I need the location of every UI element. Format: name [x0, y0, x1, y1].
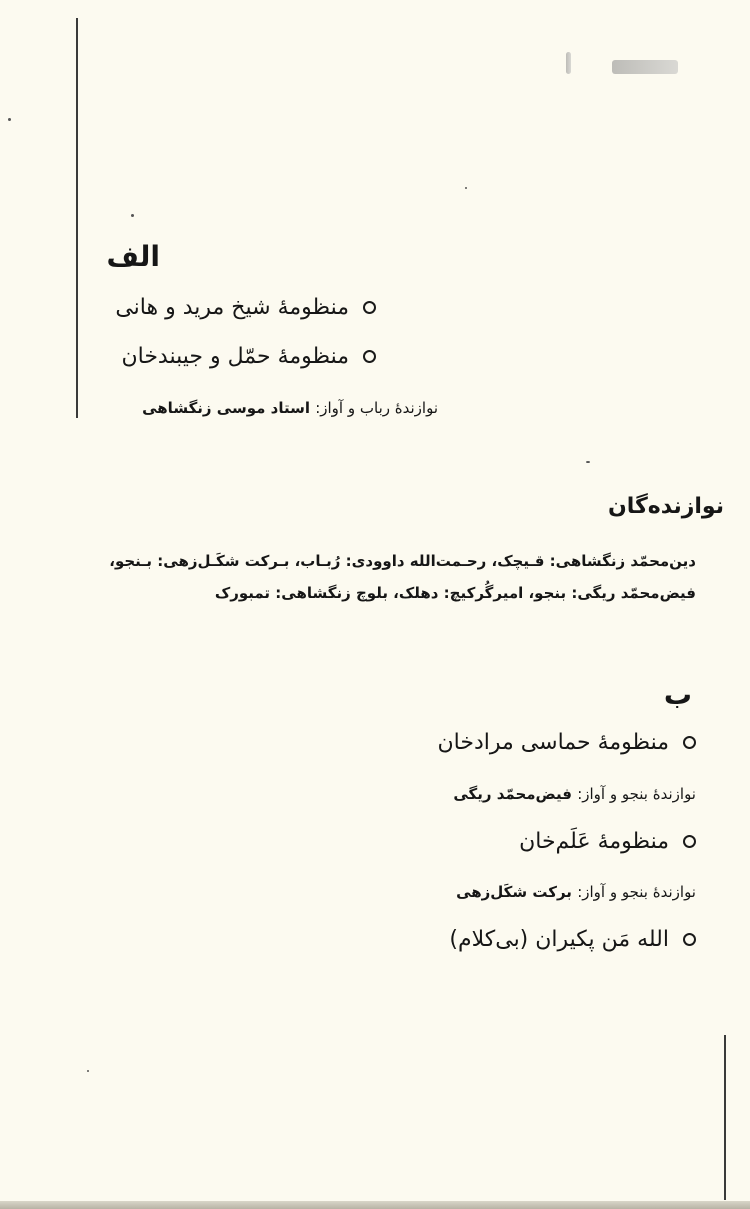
- scan-speck: [8, 118, 11, 121]
- scan-speck: [586, 461, 590, 463]
- bullet-circle-icon: [363, 301, 376, 314]
- scan-smudge: [566, 52, 571, 74]
- performer-credit: [142, 399, 438, 417]
- credit-prefix: نوازندهٔ بنجو و آواز:: [577, 785, 696, 803]
- roster-line: دین‌محمّد زنگشاهی: قـیچک، رحـمت‌الله داوودی: رُبـاب، بـرکت شکَـل‌زهی: بـنجو،: [109, 552, 696, 570]
- left-margin-rule: [76, 18, 78, 418]
- musicians-roster: [109, 545, 696, 609]
- credit-name: فیض‌محمّد ریگی: [453, 785, 572, 803]
- scan-speck: [87, 1070, 89, 1072]
- section-heading-alef: الف: [106, 240, 160, 273]
- bullet-circle-icon: [363, 350, 376, 363]
- page-bottom-edge: [0, 1201, 750, 1209]
- list-item: [121, 344, 376, 369]
- list-item-label: منظومهٔ حمّل و جیبندخان: [121, 344, 349, 369]
- scan-smudge: [612, 60, 678, 74]
- credit-prefix: نوازندهٔ رباب و آواز:: [315, 399, 438, 417]
- list-item-label: منظومهٔ حماسی مرادخان: [437, 730, 669, 755]
- list-item: [519, 829, 696, 854]
- right-margin-rule: [724, 1035, 726, 1200]
- credit-name: استاد موسی زنگشاهی: [142, 399, 310, 417]
- list-item: [438, 730, 696, 755]
- musicians-heading: نوازنده‌گان: [607, 494, 724, 519]
- list-item: [115, 295, 376, 320]
- bullet-circle-icon: [683, 933, 696, 946]
- performer-credit: [453, 785, 696, 803]
- scan-speck: [465, 187, 467, 189]
- list-item-label: منظومهٔ عَلَم‌خان: [519, 829, 669, 854]
- credit-name: برکت شکَل‌زهی: [456, 883, 572, 901]
- section-heading-be: ب: [663, 678, 692, 711]
- bullet-circle-icon: [683, 736, 696, 749]
- list-item: [449, 927, 696, 952]
- bullet-circle-icon: [683, 835, 696, 848]
- list-item-label: الله مَن پکیران (بی‌کلام): [449, 927, 669, 952]
- roster-line: فیض‌محمّد ریگی: بنجو، امیرگُرکیچ: دهلک، بلوچ زنگشاهی: تمبورک: [214, 584, 696, 602]
- performer-credit: [456, 883, 696, 901]
- list-item-label: منظومهٔ شیخ مرید و هانی: [115, 295, 349, 320]
- credit-prefix: نوازندهٔ بنجو و آواز:: [577, 883, 696, 901]
- scan-speck: [131, 214, 134, 217]
